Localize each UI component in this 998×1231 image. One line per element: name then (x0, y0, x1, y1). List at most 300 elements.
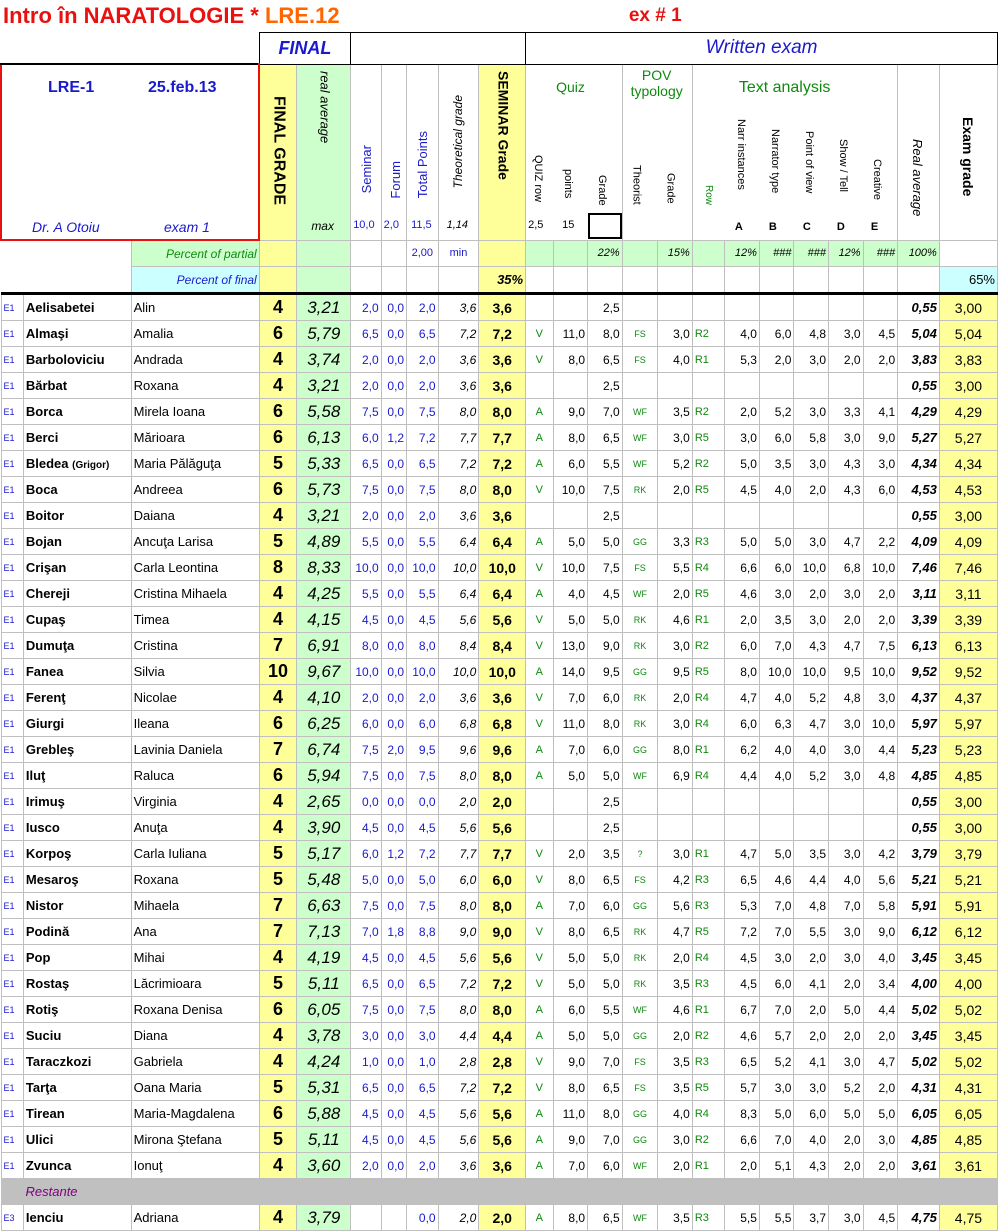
ta-e: 7,5 (863, 633, 898, 659)
pov-grade: 4,6 (658, 607, 693, 633)
first-name: Daiana (131, 503, 259, 529)
ta-b: 7,0 (759, 893, 794, 919)
theoretical-grade: 2,0 (438, 789, 479, 815)
quiz-grade: 6,0 (588, 893, 623, 919)
pov-grade: 4,6 (658, 997, 693, 1023)
ta-e: 10,0 (863, 555, 898, 581)
theoretical-grade: 7,2 (438, 1075, 479, 1101)
theorist: RK (622, 607, 658, 633)
quiz-grade: 9,5 (588, 659, 623, 685)
real-average-exam: 0,55 (898, 503, 940, 529)
ta-e: 9,0 (863, 919, 898, 945)
quiz-grade: 5,5 (588, 451, 623, 477)
exam-grade: 5,27 (939, 425, 997, 451)
final-grade: 4 (259, 685, 297, 711)
seminar-points: 10,0 (351, 659, 381, 685)
final-grade: 4 (259, 1023, 297, 1049)
final-grade: 4 (259, 607, 297, 633)
last-name-text: Suciu (25, 1028, 62, 1043)
last-name-text: Dumuţa (25, 638, 75, 653)
ta-b: 3,5 (759, 607, 794, 633)
quiz-points: 9,0 (553, 399, 588, 425)
program-code: E1 (1, 529, 23, 555)
quiz-row: V (526, 867, 553, 893)
theorist: GG (622, 659, 658, 685)
exam-grade: 4,85 (939, 763, 997, 789)
pov-grade: 3,0 (658, 711, 693, 737)
real-average: 5,88 (297, 1101, 351, 1127)
final-grade: 7 (259, 893, 297, 919)
text-row: R5 (692, 425, 725, 451)
seminar-grade: 6,0 (479, 867, 526, 893)
seminar-points: 2,0 (351, 685, 381, 711)
ta-a: 4,5 (725, 477, 760, 503)
quiz-points: 11,0 (553, 1101, 588, 1127)
ta-a: 6,5 (725, 1049, 760, 1075)
final-grade: 5 (259, 451, 297, 477)
quiz-grade: 6,5 (588, 1075, 623, 1101)
real-average-exam: 3,45 (898, 945, 940, 971)
total-points: 2,0 (407, 1153, 439, 1179)
text-row: R5 (692, 659, 725, 685)
ta-e (863, 815, 898, 841)
text-row: R4 (692, 685, 725, 711)
ta-c: 4,3 (794, 1153, 829, 1179)
program-code: E1 (1, 711, 23, 737)
pp-ta-e: ### (863, 240, 898, 267)
theorist (622, 294, 658, 321)
seminar-grade: 8,4 (479, 633, 526, 659)
ta-d: 4,7 (829, 529, 864, 555)
seminar-grade: 3,6 (479, 294, 526, 321)
quiz-row: V (526, 711, 553, 737)
forum-points: 0,0 (381, 971, 406, 997)
quiz-row: A (526, 1127, 553, 1153)
exam-grade: 5,02 (939, 1049, 997, 1075)
theoretical-grade: 8,0 (438, 997, 479, 1023)
pp-ta-c: ### (794, 240, 829, 267)
forum-points: 0,0 (381, 529, 406, 555)
theorist: WF (622, 581, 658, 607)
quiz-row: A (526, 997, 553, 1023)
ta-a: 4,4 (725, 763, 760, 789)
total-points: 5,5 (407, 529, 439, 555)
quiz-points: 6,0 (553, 451, 588, 477)
quiz-points: 8,0 (553, 867, 588, 893)
seminar-points: 7,0 (351, 919, 381, 945)
ta-a: 4,7 (725, 841, 760, 867)
ta-d: 2,0 (829, 347, 864, 373)
first-name: Ionuţ (131, 1153, 259, 1179)
last-name-text: Nistor (25, 898, 64, 913)
quiz-grade: 5,0 (588, 971, 623, 997)
seminar-points: 2,0 (351, 503, 381, 529)
ta-a: 3,0 (725, 425, 760, 451)
first-name: Maria Pălăguţa (131, 451, 259, 477)
quiz-points: 8,0 (553, 1075, 588, 1101)
seminar-points: 10,0 (351, 555, 381, 581)
quiz-grade: 5,0 (588, 529, 623, 555)
ta-e: 10,0 (863, 711, 898, 737)
text-row: R2 (692, 321, 725, 347)
student-row (1, 737, 998, 763)
last-name-text: Berci (25, 430, 59, 445)
seminar-grade: 2,0 (479, 789, 526, 815)
last-name (23, 555, 131, 581)
info-box (1, 64, 259, 240)
student-row (1, 763, 998, 789)
forum-points: 0,0 (381, 789, 406, 815)
ta-e: 4,8 (863, 763, 898, 789)
exam-grade: 4,34 (939, 451, 997, 477)
theoretical-grade: 7,2 (438, 451, 479, 477)
student-row (1, 373, 998, 399)
ta-e: 4,1 (863, 399, 898, 425)
student-row (1, 1023, 998, 1049)
quiz-row: V (526, 685, 553, 711)
real-average: 3,21 (297, 294, 351, 321)
pov-grade: 3,0 (658, 841, 693, 867)
program-code: E1 (1, 581, 23, 607)
seminar-points: 4,5 (351, 1101, 381, 1127)
student-row (1, 451, 998, 477)
program-code: E1 (1, 841, 23, 867)
text-row: R1 (692, 841, 725, 867)
real-average-exam: 9,52 (898, 659, 940, 685)
quiz-points: 13,0 (553, 633, 588, 659)
theorist: GG (622, 737, 658, 763)
real-average-exam: 4,85 (898, 763, 940, 789)
quiz-grade: 6,5 (588, 1205, 623, 1231)
ta-c: 3,0 (794, 607, 829, 633)
percent-final-label: Percent of final (131, 267, 259, 294)
pov-grade: 5,6 (658, 893, 693, 919)
last-name (23, 737, 131, 763)
first-name: Lăcrimioara (131, 971, 259, 997)
ta-c: 3,0 (794, 347, 829, 373)
pp-total: 2,00 (407, 240, 439, 267)
pov-grade: 3,0 (658, 633, 693, 659)
ta-b: 4,0 (759, 737, 794, 763)
exam-grade: 4,75 (939, 1205, 997, 1231)
seminar-points: 7,5 (351, 737, 381, 763)
text-row: R3 (692, 971, 725, 997)
exam-grade: 3,39 (939, 607, 997, 633)
theoretical-grade: 9,0 (438, 919, 479, 945)
ta-b (759, 815, 794, 841)
exam-grade: 4,31 (939, 1075, 997, 1101)
pov-grade: 9,5 (658, 659, 693, 685)
seminar-grade: 9,6 (479, 737, 526, 763)
real-average: 4,19 (297, 945, 351, 971)
written-exam-header: Written exam (526, 32, 998, 64)
theorist (622, 815, 658, 841)
final-grade: 5 (259, 1075, 297, 1101)
ta-c (794, 815, 829, 841)
student-row (1, 1075, 998, 1101)
ta-d (829, 373, 864, 399)
theorist: RK (622, 685, 658, 711)
ta-e (863, 294, 898, 321)
program-code: E1 (1, 789, 23, 815)
total-points: 4,5 (407, 1101, 439, 1127)
ta-a: 5,0 (725, 451, 760, 477)
theoretical-grade: 6,4 (438, 581, 479, 607)
theoretical-grade: 3,6 (438, 1153, 479, 1179)
quiz-row: V (526, 555, 553, 581)
ta-a: 5,0 (725, 529, 760, 555)
exam-grade: 3,83 (939, 347, 997, 373)
last-name-text: Ferenţ (25, 690, 66, 705)
total-points: 5,0 (407, 867, 439, 893)
exam-grade: 4,29 (939, 399, 997, 425)
theorist: WF (622, 1205, 658, 1231)
last-name (23, 503, 131, 529)
real-average: 6,25 (297, 711, 351, 737)
seminar-points (351, 1205, 381, 1231)
total-points: 0,0 (407, 789, 439, 815)
real-average: 5,31 (297, 1075, 351, 1101)
ta-d: 2,0 (829, 1153, 864, 1179)
first-name: Ancuţa Larisa (131, 529, 259, 555)
first-name: Andrada (131, 347, 259, 373)
first-name: Carla Iuliana (131, 841, 259, 867)
quiz-grade: 2,5 (588, 503, 623, 529)
pov-typology-header: POV typology Theorist Grade (622, 64, 692, 240)
theoretical-grade: 5,6 (438, 607, 479, 633)
ta-e: 2,0 (863, 1075, 898, 1101)
ta-e: 3,0 (863, 451, 898, 477)
program-code: E1 (1, 1101, 23, 1127)
total-points: 6,0 (407, 711, 439, 737)
ta-b: 6,0 (759, 555, 794, 581)
final-header: FINAL (259, 32, 350, 64)
ta-b: 6,3 (759, 711, 794, 737)
seminar-grade: 2,8 (479, 1049, 526, 1075)
total-points: 7,5 (407, 399, 439, 425)
exam-grade: 6,13 (939, 633, 997, 659)
text-row: R4 (692, 763, 725, 789)
last-name-text: Barboloviciu (25, 352, 105, 367)
exam-grade: 4,53 (939, 477, 997, 503)
total-points: 10,0 (407, 659, 439, 685)
quiz-grade: 8,0 (588, 711, 623, 737)
last-name-text: Korpoş (25, 846, 72, 861)
first-name: Diana (131, 1023, 259, 1049)
quiz-grade: 5,0 (588, 945, 623, 971)
ta-a: 6,5 (725, 867, 760, 893)
last-name-text: Tirean (25, 1106, 65, 1121)
last-name (23, 607, 131, 633)
ta-e: 10,0 (863, 659, 898, 685)
seminar-points: 6,5 (351, 451, 381, 477)
ta-e: 4,5 (863, 321, 898, 347)
percent-partial-label: Percent of partial (131, 240, 259, 267)
student-row (1, 425, 998, 451)
program-code: E1 (1, 1049, 23, 1075)
total-points: 7,5 (407, 893, 439, 919)
exam-grade: 5,04 (939, 321, 997, 347)
total-points: 4,5 (407, 815, 439, 841)
first-name: Roxana Denisa (131, 997, 259, 1023)
ta-e: 2,0 (863, 581, 898, 607)
seminar-grade: 6,4 (479, 581, 526, 607)
final-grade: 4 (259, 1205, 297, 1231)
forum-points: 0,0 (381, 867, 406, 893)
exam-grade: 5,21 (939, 867, 997, 893)
last-name (23, 685, 131, 711)
final-grade: 4 (259, 1153, 297, 1179)
quiz-row: V (526, 1049, 553, 1075)
quiz-points: 9,0 (553, 1049, 588, 1075)
first-name: Ileana (131, 711, 259, 737)
theoretical-grade: 3,6 (438, 685, 479, 711)
final-grade: 10 (259, 659, 297, 685)
real-average: 5,79 (297, 321, 351, 347)
forum-points: 0,0 (381, 477, 406, 503)
theorist: RK (622, 919, 658, 945)
program-code: E1 (1, 1023, 23, 1049)
last-name-text: Almaşi (25, 326, 69, 341)
last-name-text: Mesaroş (25, 872, 79, 887)
exam-grade: 3,00 (939, 789, 997, 815)
program-code: E1 (1, 737, 23, 763)
ta-d: 2,0 (829, 1127, 864, 1153)
final-grade: 6 (259, 1101, 297, 1127)
quiz-row: A (526, 893, 553, 919)
pov-grade: 4,0 (658, 347, 693, 373)
real-average: 5,17 (297, 841, 351, 867)
theoretical-grade: 3,6 (438, 294, 479, 321)
ta-b: 7,0 (759, 1127, 794, 1153)
text-row: R4 (692, 945, 725, 971)
ta-d: 3,0 (829, 737, 864, 763)
quiz-grade: 5,0 (588, 607, 623, 633)
first-name: Nicolae (131, 685, 259, 711)
final-grade: 4 (259, 294, 297, 321)
exam-grade: 6,05 (939, 1101, 997, 1127)
student-row (1, 1127, 998, 1153)
program-code: E1 (1, 451, 23, 477)
ta-c: 3,0 (794, 451, 829, 477)
first-name: Andreea (131, 477, 259, 503)
theoretical-grade: 10,0 (438, 659, 479, 685)
last-name (23, 529, 131, 555)
ta-e: 2,0 (863, 607, 898, 633)
real-average: 3,60 (297, 1153, 351, 1179)
total-points: 2,0 (407, 373, 439, 399)
ta-b: 5,0 (759, 529, 794, 555)
program-code: E1 (1, 919, 23, 945)
ta-a: 5,3 (725, 347, 760, 373)
seminar-grade: 6,8 (479, 711, 526, 737)
real-average: 8,33 (297, 555, 351, 581)
program-code: E1 (1, 321, 23, 347)
student-row (1, 1153, 998, 1179)
ta-b: 4,0 (759, 685, 794, 711)
final-grade: 6 (259, 997, 297, 1023)
ta-a: 6,6 (725, 1127, 760, 1153)
quiz-grade: 5,0 (588, 763, 623, 789)
first-name: Timea (131, 607, 259, 633)
first-name: Mihai (131, 945, 259, 971)
forum-points: 0,0 (381, 399, 406, 425)
last-name-text: Pop (25, 950, 51, 965)
last-name (23, 451, 131, 477)
ta-a (725, 815, 760, 841)
seminar-points: 0,0 (351, 789, 381, 815)
student-row (1, 971, 998, 997)
seminar-points: 2,0 (351, 294, 381, 321)
total-points: 6,5 (407, 1075, 439, 1101)
date-label: 25.feb.13 (148, 79, 217, 96)
quiz-row (526, 789, 553, 815)
final-grade: 6 (259, 711, 297, 737)
theorist: WF (622, 399, 658, 425)
quiz-points: 8,0 (553, 425, 588, 451)
ta-a: 4,5 (725, 945, 760, 971)
ta-c: 3,0 (794, 529, 829, 555)
total-points: 2,0 (407, 347, 439, 373)
forum-points: 0,0 (381, 1101, 406, 1127)
real-average-exam: 3,61 (898, 1153, 940, 1179)
real-average-exam: 5,91 (898, 893, 940, 919)
real-average: 5,48 (297, 867, 351, 893)
first-name: Amalia (131, 321, 259, 347)
ta-c: 5,2 (794, 763, 829, 789)
ta-a: 2,0 (725, 399, 760, 425)
theoretical-grade: 5,6 (438, 1127, 479, 1153)
final-grade: 4 (259, 815, 297, 841)
exam-grade: 3,00 (939, 373, 997, 399)
ta-b: 5,5 (759, 1205, 794, 1231)
seminar-grade: 5,6 (479, 945, 526, 971)
student-row (1, 503, 998, 529)
ta-c (794, 294, 829, 321)
first-name: Mihaela (131, 893, 259, 919)
pov-grade (658, 503, 693, 529)
seminar-grade: 7,2 (479, 451, 526, 477)
ta-e: 2,0 (863, 1023, 898, 1049)
ta-c: 3,5 (794, 841, 829, 867)
text-row: R4 (692, 1101, 725, 1127)
quiz-points (553, 294, 588, 321)
last-name (23, 399, 131, 425)
ta-c: 4,1 (794, 971, 829, 997)
seminar-points: 6,0 (351, 711, 381, 737)
forum-header: Forum 2,0 (381, 64, 406, 240)
theoretical-grade-header: Theoretical grade 1,14 (438, 64, 479, 240)
real-average2-header: Real average (898, 64, 940, 240)
last-name (23, 1101, 131, 1127)
theoretical-grade: 8,0 (438, 477, 479, 503)
quiz-row: V (526, 607, 553, 633)
real-average: 3,21 (297, 503, 351, 529)
theoretical-grade: 7,7 (438, 841, 479, 867)
exam-grade: 5,97 (939, 711, 997, 737)
program-code: E1 (1, 373, 23, 399)
total-points-header: Total Points 11,5 (407, 64, 439, 240)
quiz-grade: 4,5 (588, 581, 623, 607)
text-row: R1 (692, 1153, 725, 1179)
program-code: E1 (1, 347, 23, 373)
quiz-points: 14,0 (553, 659, 588, 685)
text-row: R5 (692, 1075, 725, 1101)
theoretical-grade: 9,6 (438, 737, 479, 763)
student-row (1, 1101, 998, 1127)
ta-d: 5,2 (829, 1075, 864, 1101)
ta-a (725, 789, 760, 815)
